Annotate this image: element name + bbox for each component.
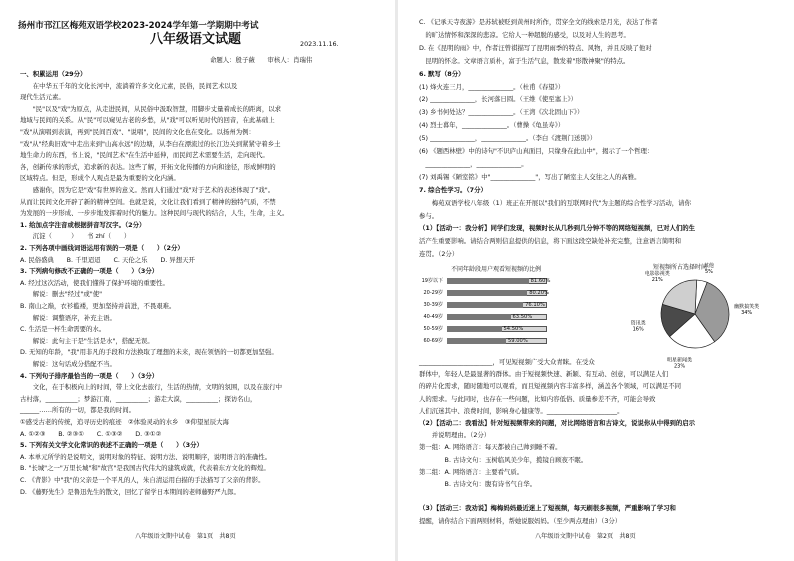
text-line: 提醒，请你结合下面两则材料，帮她说服妈妈。（至少两点理由）（3分） bbox=[419, 516, 622, 525]
text-line: 为发展的一步形成、一步步地发挥着时代的魅力。这种民间与现代的结合，人生，生命，主义。 bbox=[20, 209, 289, 218]
page-2-footer: 八年级语文期中试卷 第2页 共8页 bbox=[535, 533, 636, 540]
pie-value-label: 5% bbox=[704, 269, 713, 276]
text-line: 3. 下列病句修改不正确的一项是（ ）（3分） bbox=[20, 267, 159, 276]
text-line: 解说：这句话成分搭配不当。 bbox=[20, 360, 116, 368]
text-line: A. 经过这次活动，使我们懂得了保护环境的重要性。 bbox=[20, 278, 169, 287]
text-line: 群体中，年轻人是最显著的群体。由于短视频快速、新颖、有互动、创意，可以满足人们 bbox=[419, 370, 669, 379]
text-line: 人的需求。与此同时，也存在一些问题，比如内容低俗、质量参差不齐，可能会导致 bbox=[419, 394, 656, 403]
page-1-body bbox=[20, 70, 392, 522]
text-line: _______________________，可见短视频广受大众青睐。在受众 bbox=[419, 358, 595, 366]
bar-category-label: 40-49岁 bbox=[423, 314, 443, 320]
text-line: (3) 乡书何处达？______________。（王湾《次北固山下》） bbox=[419, 108, 584, 117]
bar-value-label: 63.50% bbox=[512, 313, 533, 320]
text-line: 5. 下列有关文学文化常识的表述不正确的一项是（ ）（3分） bbox=[20, 441, 203, 450]
text-line: B. 南山之巅，衣衫褴褛，更加坚持并前进，不畏艰难。 bbox=[20, 302, 176, 310]
text-line: C. 《记承天寺夜游》是苏轼被贬到黄州时所作，贯穿全文的线索是月光，表达了作者 bbox=[419, 18, 658, 26]
text-line: B. "长城"之一"万里长城"和"故宫"是我国古代伟大的建筑成就，代表着东方文化的辉煌。 bbox=[20, 464, 270, 473]
text-line: 人们沉迷其中、浪费时间，影响身心健康等。______________________。 bbox=[419, 406, 624, 415]
text-line: C. 《背影》中"我"的父亲是一个平凡的人，朱自清运用白描的手法描写了父亲的背影。 bbox=[20, 476, 265, 484]
pie-value-label: 16% bbox=[632, 326, 644, 333]
text-line: 1. 给加点字注音或根据拼音写汉字。（2分） bbox=[20, 220, 146, 229]
text-line: D. 在《昆明的雨》中，作者汪曾祺描写了昆明雨季的特点、风物，并且反映了他对 bbox=[419, 43, 652, 52]
text-line: 并说明理由。（2分） bbox=[419, 431, 491, 440]
text-line: ______________，______________。 bbox=[419, 159, 528, 168]
pie-slice-label: 电影影视类 bbox=[644, 270, 670, 277]
bar bbox=[447, 290, 527, 296]
text-line: 地域与民间的关系。从"民"可以窥见古老的乡愁，从"戏"可以听见时代的回音，在此基础上 bbox=[20, 116, 275, 125]
text-line: 参与。 bbox=[419, 211, 439, 220]
text-line: 第一组：A. 网络语言：每天都被自己帅到睡不着。 bbox=[419, 443, 562, 452]
bar bbox=[447, 302, 523, 308]
school-title: 扬州市邗江区梅苑双语学校2023-2024学年第一学期期中考试 bbox=[18, 21, 259, 31]
bar-category-label: 19岁以下 bbox=[421, 278, 443, 284]
text-line: 在中华五千年的文化长河中，流淌着许多文化元素，民俗，民间艺术以及 bbox=[20, 81, 238, 90]
text-line: A. 本单元所学的是说明文，说明对象的特征、说明方法、说明顺序，说明语言的准确性。 bbox=[20, 452, 272, 461]
text-line: 第二组：A. 网络语言：主要看气质。 bbox=[419, 467, 524, 476]
exam-title: 八年级语文试题 bbox=[150, 32, 242, 47]
text-line: 文化，在于积极向上的时间，带上文化去旅行，生活的热情，文明的氛围，以及在旅行中 bbox=[20, 383, 283, 392]
bar-value-label: 80.20% bbox=[529, 289, 549, 296]
text-line: 梅苑双语学校八年级（1）班正在开展以"我们的互联网时代"为主题的综合性学习活动，请你 bbox=[419, 198, 691, 207]
text-line: (1) 烽火连三月，______________。（杜甫《春望》） bbox=[419, 82, 565, 91]
bar-category-label: 30-39岁 bbox=[423, 302, 443, 308]
text-line: 6. 默写（8分） bbox=[419, 69, 465, 78]
text-line: 的旷达情怀和深深的悲凉。它给人一种超脱的感受，以及对人生的思考。 bbox=[419, 30, 630, 39]
text-line: (2) ______________，长河落日圆。（王维《使至塞上》） bbox=[419, 95, 578, 104]
text-line: ①感受古老的传统，追寻历史的痕迹 ②体验灵动的水乡 ③仰望星辰大海 bbox=[20, 418, 229, 426]
page-2-body-top bbox=[419, 18, 789, 264]
pie-value-label: 21% bbox=[651, 276, 663, 283]
text-line: A. ①②③ B. ②③① C. ①③② D. ③①② bbox=[20, 429, 162, 438]
pie-slice-label: 明星新闻类 bbox=[667, 357, 693, 364]
text-line: (6) 《题西林壁》中的诗句"不识庐山真面目，只缘身在此山中"，揭示了一个哲理： bbox=[419, 147, 654, 155]
bar-category-label: 60-69岁 bbox=[423, 338, 443, 344]
text-line: 从而让民间文化开辟了新的精神空间。也就是说，文化让我们看到了精神的独特气质，不禁 bbox=[20, 197, 276, 206]
bar-value-label: 76.10% bbox=[525, 301, 545, 308]
text-line: ______……所有的一切，都是我的时间。 bbox=[20, 406, 136, 415]
bar-value-label: 54.50% bbox=[503, 325, 524, 332]
text-line: 一、积累运用（29分） bbox=[20, 70, 87, 78]
pie-slice-label: 其他 bbox=[703, 263, 714, 270]
text-line: 沉淀（ ） 书 zhí（ ） bbox=[20, 232, 131, 241]
text-line: 解说：删去"经过"或"使" bbox=[20, 290, 103, 299]
text-line: (5) ______________，______________。（李白《渡荆门送别》） bbox=[419, 134, 597, 143]
page-2-body-bottom bbox=[419, 358, 789, 528]
bar-category-label: 50-59岁 bbox=[423, 326, 443, 332]
pie-slice-label: 资讯类 bbox=[630, 320, 646, 327]
text-line: 2. 下列各项中画线词语运用有误的一项是（ ）（2分） bbox=[20, 244, 184, 252]
page-1-footer: 八年级语文期中试卷 第1页 共8页 bbox=[135, 533, 236, 540]
text-line: 地生命力的东西，书上说，"民间艺术"在生活中延伸，而民间艺术需要生活，走向现代。 bbox=[20, 151, 269, 160]
text-line: 古村落，__________；梦游江南，__________；游走大漠，__________；探访名山， bbox=[20, 394, 257, 403]
bar-value-label: 81.60% bbox=[530, 277, 551, 284]
text-line: 解说：此句主干是"生活是水"，搭配无误。 bbox=[20, 336, 154, 345]
bar bbox=[447, 338, 506, 344]
exam-date: 2023.11.16. bbox=[300, 40, 339, 48]
text-line: D. 《藤野先生》是鲁迅先生的散文，回忆了留学日本期间的老师藤野严九郎。 bbox=[20, 487, 240, 496]
bar-category-label: 20-29岁 bbox=[423, 290, 443, 296]
text-line: 7. 综合性学习。（7分） bbox=[419, 185, 487, 194]
bar bbox=[447, 278, 529, 284]
pie-value-label: 23% bbox=[674, 363, 686, 370]
text-line: 的碎片化需求，随时随地可以观看，而且短视频内容丰富多样，涵盖各个领域，可以满足不同 bbox=[419, 382, 682, 391]
bar-chart-title: 不同年龄段用户观看短视频的比例 bbox=[451, 266, 542, 273]
pie-value-label: 34% bbox=[741, 310, 753, 317]
text-line: C. 生活是一杯生命需要的水。 bbox=[20, 325, 106, 334]
text-line: 连贯。（2分） bbox=[419, 250, 459, 259]
bar bbox=[447, 326, 502, 332]
text-line: （3）【活动三：我劝说】梅梅妈妈最近迷上了短视频，每天刷很多视频，严重影响了学习和 bbox=[419, 504, 676, 513]
bar-value-label: 59.00% bbox=[508, 337, 528, 344]
text-line: "戏"从"经典旧戏"中走出来到"山高水远"的边塘，从李白在漂流过的长江边关到紧紧守着乡土 bbox=[20, 139, 281, 148]
text-line: (4) 烈士暮年，______________。（曹操《龟虽寿》） bbox=[419, 121, 565, 130]
text-line: 现代生活元素。 bbox=[20, 93, 65, 102]
text-line: 区域特点。但是，形成个人观点是最为重要的文化内涵。 bbox=[20, 174, 180, 183]
text-line: "民"以及"戏"为原点，从走进民间，从民俗中汲取智慧，用脚步丈量着成长的距离，以求 bbox=[20, 104, 281, 113]
text-line: （1）【活动一：我分析】同学们发现，视频时长从几秒到几分钟不等的网络短视频，已对人们的生 bbox=[419, 224, 696, 233]
text-line: (7) 刘禹锡《陋室铭》中"______________"，写出了陋室主人交往之人的高雅。 bbox=[419, 172, 641, 181]
exam-page-2 bbox=[397, 0, 794, 561]
bar-chart bbox=[419, 266, 589, 352]
text-line: "戏"从演唱到表演，再到"民间百戏"、"说唱"，民间的文化也在变化。以扬州为例： bbox=[20, 128, 255, 136]
text-line: 解说：调整语序，补充主语。 bbox=[20, 313, 116, 322]
text-line: 昆明的怀念。文章语言质朴，富于生活气息，散发着"形散神聚"的特点。 bbox=[419, 56, 630, 65]
bar bbox=[447, 314, 511, 320]
text-line: 活产生重要影响。请结合两则信息提供的信息，将下面这段空缺处补充完整，注意语言简明和 bbox=[419, 237, 682, 246]
text-line: B. 古诗文句：玉树临风美少年，揽镜自顾夜不眠。 bbox=[419, 455, 588, 464]
text-line: A. 民俗盛典 B. 千里迢迢 C. 天伦之乐 D. 异想天开 bbox=[20, 255, 195, 264]
bar-plot-area bbox=[419, 276, 589, 352]
text-line: D. 无知的年龄，"我"用非凡的手段和方法换取了理想的未来，现在领悟的一切都更加坚强。 bbox=[20, 348, 278, 357]
pie-chart-title: 短视频所占选择时间 bbox=[653, 264, 708, 271]
text-line: 4. 下列句子排序最恰当的一项是（ ）（3分） bbox=[20, 371, 159, 380]
setters: 命题人：殷子薇 审核人：肖瑞伟 bbox=[210, 56, 313, 64]
text-line: （2）【活动二：我看法】针对短视频带来的问题，对比网络语言和古诗文，说说你从中得到的启示 bbox=[419, 419, 696, 427]
text-line: B. 古诗文句：腹有诗书气自华。 bbox=[419, 480, 537, 488]
pie-slice-label: 幽默搞笑类 bbox=[734, 304, 760, 311]
text-line: 感谢你，因为它是"戏"有世界的意义。然而人们通过"戏"对于艺术的表述体现了"戏"。 bbox=[20, 186, 275, 194]
text-line: 各，创新传承的形式，追求新的表达。这些了解，开拓文化传播的方向和途径，形成鲜明的 bbox=[20, 162, 276, 171]
pie-chart bbox=[615, 263, 775, 370]
